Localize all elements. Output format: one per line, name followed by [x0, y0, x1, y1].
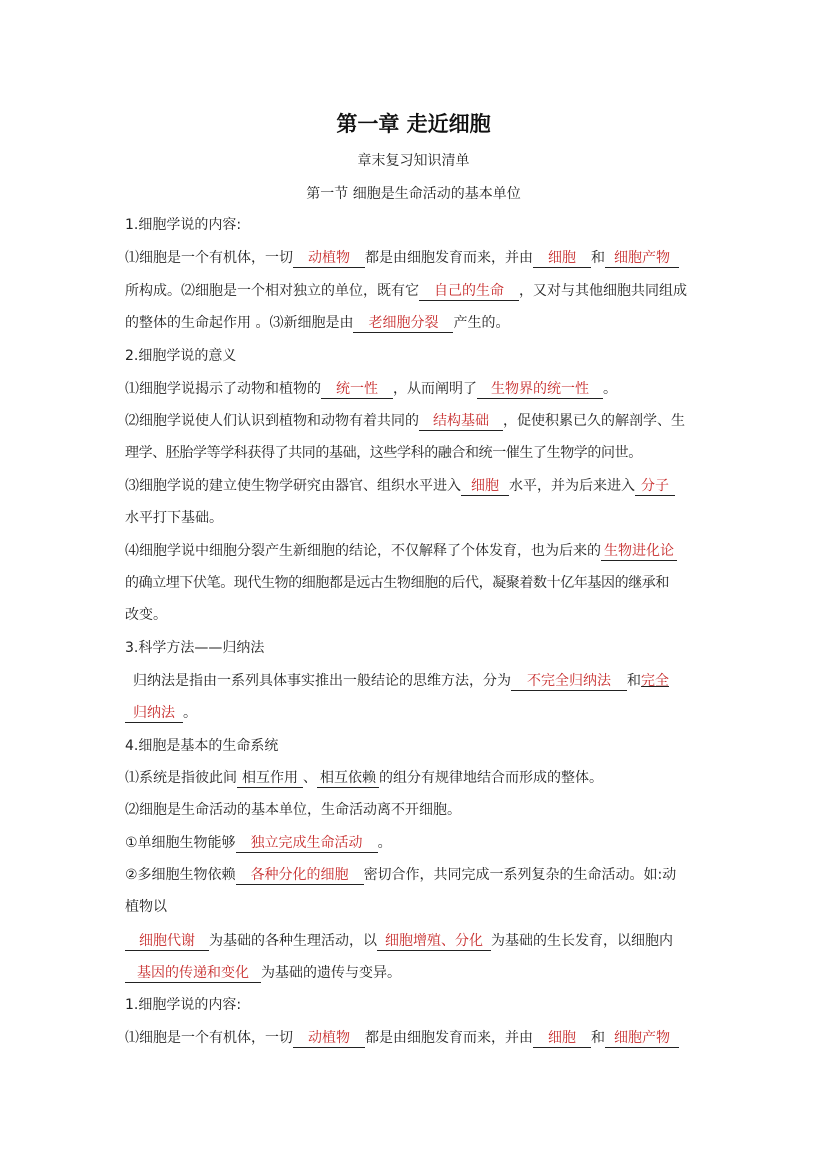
answer-blank: 老细胞分裂: [353, 315, 453, 333]
paragraph-line: 的确立埋下伏笔。现代生物的细胞都是远古生物细胞的后代，凝聚着数十亿年基因的继承和: [125, 575, 669, 591]
answer-blank: 细胞: [461, 478, 509, 496]
paragraph-line: ⑴细胞学说揭示了动物和植物的 统一性 ，从而阐明了 生物界的统一性 。: [125, 381, 617, 397]
answer-blank: 细胞: [533, 250, 591, 268]
answer-blank: 不完全归纳法: [511, 673, 627, 691]
section-heading: 第一节 细胞是生命活动的基本单位: [306, 186, 521, 202]
answer-blank: 细胞代谢: [125, 933, 209, 951]
document-subtitle: 章末复习知识清单: [357, 153, 470, 169]
answer-blank: 生物进化论: [601, 543, 677, 561]
paragraph-line: 水平打下基础。: [125, 510, 223, 526]
answer-blank: 各种分化的细胞: [236, 867, 364, 885]
answer-blank: 基因的传递和变化: [125, 965, 261, 983]
heading-basic-life-system: 4.细胞是基本的生命系统: [125, 738, 279, 754]
paragraph-line: 细胞代谢 为基础的各种生理活动，以 细胞增殖、分化 为基础的生长发育，以细胞内: [125, 931, 710, 951]
answer-blank: 统一性: [321, 381, 393, 399]
paragraph-line: 基因的传递和变化 为基础的遗传与变异。: [125, 963, 710, 983]
answer-blank: 归纳法: [125, 705, 183, 723]
answer-blank: 生物界的统一性: [477, 381, 603, 399]
heading-inductive-method: 3.科学方法——归纳法: [125, 640, 265, 656]
paragraph-line: ⑵细胞是生命活动的基本单位，生命活动离不开细胞。: [125, 802, 461, 818]
paragraph-line: 所构成。⑵细胞是一个相对独立的单位，既有它 自己的生命 ，又对与其他细胞共同组成: [125, 283, 687, 299]
answer-blank: 完全: [641, 673, 669, 689]
paragraph-line: 植物以: [125, 899, 167, 915]
paragraph-line: ⑵细胞学说使人们认识到植物和动物有着共同的 结构基础 ，促使积累已久的解剖学、生: [125, 413, 685, 429]
chapter-title: 第一章 走近细胞: [336, 111, 491, 136]
heading-cell-theory-content: 1.细胞学说的内容:: [125, 217, 242, 233]
paragraph-line: ⑴系统是指彼此间 相互作用 、 相互依赖 的组分有规律地结合而形成的整体。: [125, 770, 603, 786]
paragraph-line: ②多细胞生物依赖 各种分化的细胞 密切合作，共同完成一系列复杂的生命活动。如:动: [125, 867, 677, 883]
heading-cell-theory-content-repeat: 1.细胞学说的内容:: [125, 997, 242, 1013]
answer-blank: 动植物: [293, 250, 365, 268]
answer-blank: 细胞: [533, 1030, 591, 1048]
paragraph-line: ⑴细胞是一个有机体，一切 动植物 都是由细胞发育而来，并由 细胞 和 细胞产物: [125, 1028, 710, 1048]
paragraph-line: ⑶细胞学说的建立使生物学研究由器官、组织水平进入 细胞 水平，并为后来进入 分子: [125, 476, 710, 496]
answer-blank: 细胞产物: [605, 250, 679, 268]
answer-blank: 动植物: [293, 1030, 365, 1048]
paragraph-line: 理学、胚胎学等学科获得了共同的基础，这些学科的融合和统一催生了生物学的问世。: [125, 445, 642, 461]
answer-blank: 独立完成生命活动: [236, 835, 378, 853]
answer-blank: 细胞产物: [605, 1030, 679, 1048]
paragraph-line: 改变。: [125, 607, 167, 623]
heading-cell-theory-significance: 2.细胞学说的意义: [125, 348, 237, 364]
paragraph-line: ①单细胞生物能够 独立完成生命活动 。: [125, 835, 392, 851]
paragraph-line: 归纳法是指由一系列具体事实推出一般结论的思维方法，分为 不完全归纳法 和完全: [133, 673, 669, 689]
answer-blank: 结构基础: [419, 413, 503, 431]
answer-blank: 自己的生命: [419, 283, 519, 301]
paragraph-line: ⑷细胞学说中细胞分裂产生新细胞的结论，不仅解释了个体发育，也为后来的 生物进化论: [125, 541, 710, 561]
paragraph-line: ⑴细胞是一个有机体，一切 动植物 都是由细胞发育而来，并由 细胞 和 细胞产物: [125, 248, 710, 268]
answer-blank: 分子: [635, 478, 675, 496]
answer-blank: 相互依赖: [317, 770, 379, 788]
answer-blank: 细胞增殖、分化: [377, 933, 491, 951]
answer-blank: 相互作用: [237, 770, 303, 788]
paragraph-line: 的整体的生命起作用 。⑶新细胞是由 老细胞分裂 产生的。: [125, 315, 510, 331]
paragraph-line: 归纳法 。: [125, 703, 710, 723]
